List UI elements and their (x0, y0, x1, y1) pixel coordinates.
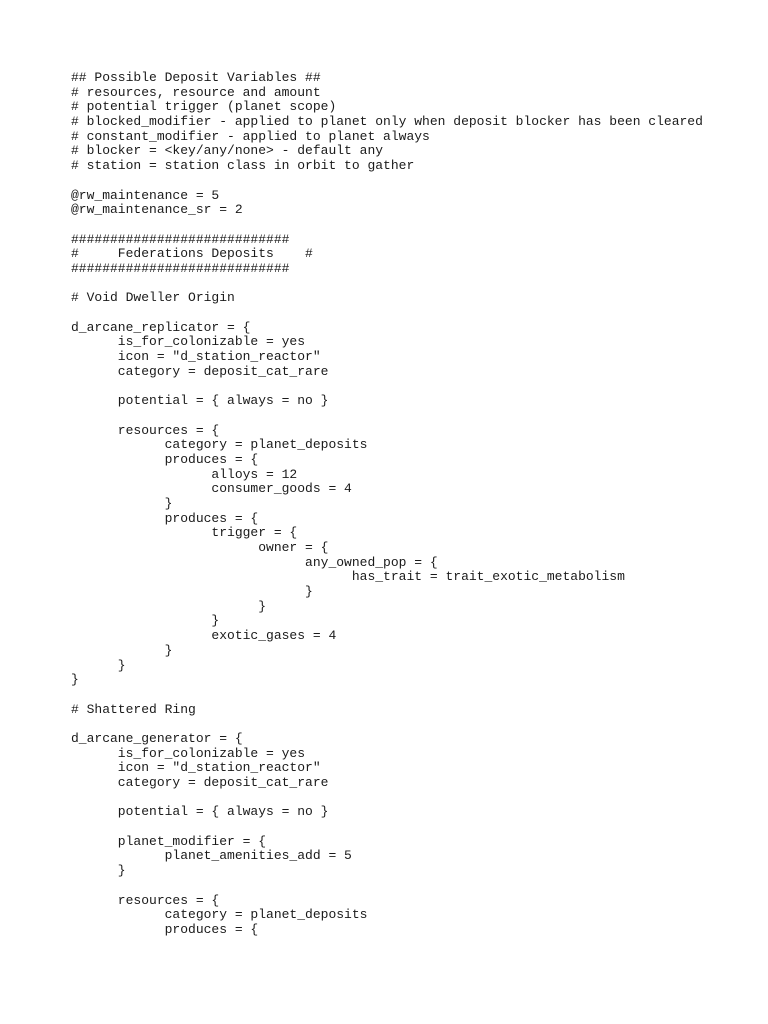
code-line: # resources, resource and amount (71, 84, 321, 100)
code-line: produces = { (71, 510, 259, 526)
code-line (71, 688, 751, 703)
code-line (71, 306, 751, 321)
code-line: resources = { (71, 892, 220, 908)
code-line: has_trait = trait_exotic_metabolism (71, 569, 625, 585)
code-line: @rw_maintenance_sr = 2 (71, 202, 243, 218)
code-line (71, 277, 751, 292)
code-line: @rw_maintenance = 5 (71, 187, 220, 203)
code-line: # Void Dweller Origin (71, 290, 235, 306)
code-line: d_arcane_replicator = { (71, 319, 251, 335)
code-line: } (71, 863, 126, 879)
code-line (71, 717, 751, 732)
code-line: any_owned_pop = { (71, 554, 438, 570)
code-line: alloys = 12 (71, 466, 298, 482)
code-line: potential = { always = no } (71, 393, 329, 409)
code-line: is_for_colonizable = yes (71, 745, 306, 761)
code-line: # constant_modifier - applied to planet always (71, 128, 430, 144)
code-line: } (71, 613, 220, 629)
code-line: } (71, 642, 173, 658)
code-line: planet_amenities_add = 5 (71, 848, 352, 864)
code-line: category = planet_deposits (71, 907, 368, 923)
code-line: exotic_gases = 4 (71, 628, 337, 644)
code-line: # blocked_modifier - applied to planet only when deposit blocker has been cleared (71, 114, 703, 130)
code-line: } (71, 657, 126, 673)
code-line: # potential trigger (planet scope) (71, 99, 337, 115)
code-line: } (71, 495, 173, 511)
code-text (71, 71, 751, 938)
code-line: produces = { (71, 451, 259, 467)
code-line (71, 791, 751, 806)
code-line: trigger = { (71, 525, 298, 541)
code-line: # Shattered Ring (71, 701, 196, 717)
code-line: } (71, 598, 267, 614)
code-line: potential = { always = no } (71, 804, 329, 820)
code-line: # station = station class in orbit to gather (71, 158, 415, 174)
code-line: resources = { (71, 422, 220, 438)
code-line: ############################ (71, 260, 290, 276)
code-line: category = planet_deposits (71, 437, 368, 453)
code-line (71, 820, 751, 835)
code-line: planet_modifier = { (71, 833, 267, 849)
code-line: ## Possible Deposit Variables ## (71, 70, 321, 85)
code-line (71, 879, 751, 894)
code-line (71, 174, 751, 189)
code-line: icon = "d_station_reactor" (71, 760, 321, 776)
code-line: d_arcane_generator = { (71, 730, 243, 746)
code-line: is_for_colonizable = yes (71, 334, 306, 350)
code-line: } (71, 584, 313, 600)
code-line (71, 379, 751, 394)
code-line: category = deposit_cat_rare (71, 775, 329, 790)
code-line: } (71, 672, 79, 688)
code-line: produces = { (71, 921, 259, 937)
code-line: # blocker = <key/any/none> - default any (71, 143, 384, 159)
code-line: icon = "d_station_reactor" (71, 349, 321, 365)
code-line: ############################ (71, 231, 290, 247)
code-line: category = deposit_cat_rare (71, 363, 329, 379)
code-line (71, 409, 751, 424)
code-line: consumer_goods = 4 (71, 481, 352, 497)
code-line (71, 218, 751, 233)
code-line: # Federations Deposits # (71, 246, 313, 262)
code-line: owner = { (71, 540, 329, 555)
